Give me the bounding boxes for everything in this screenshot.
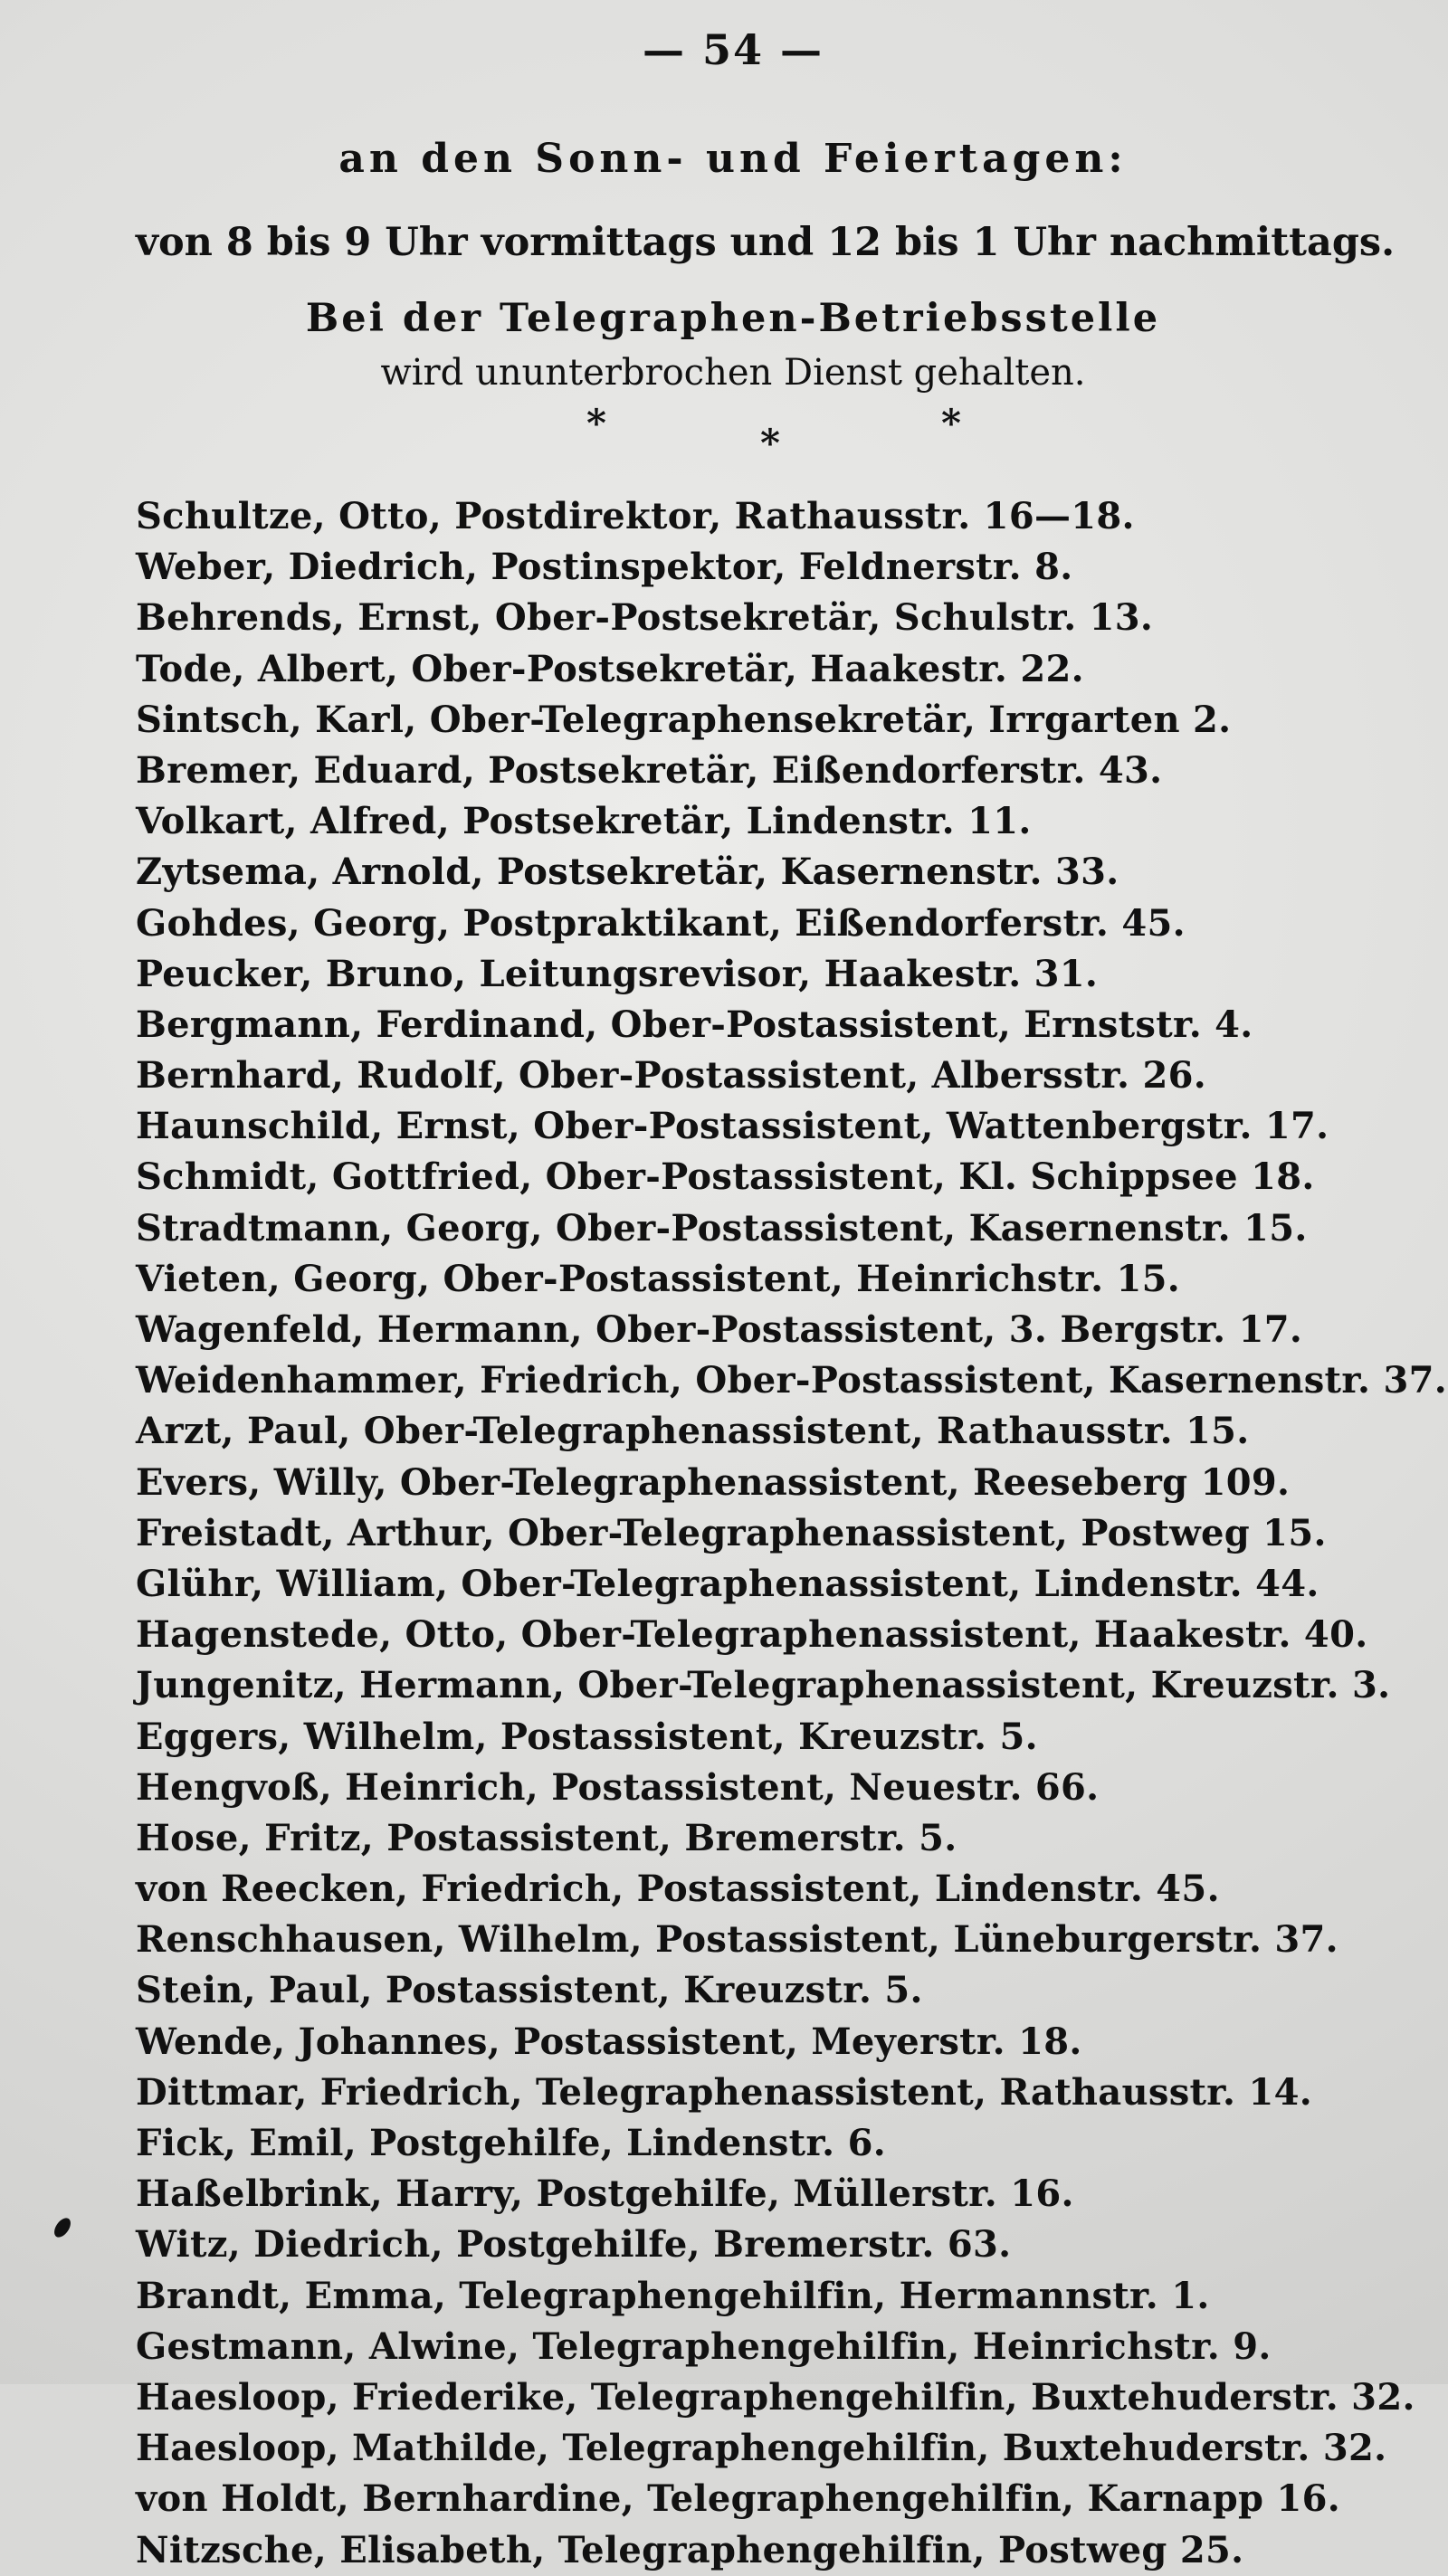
list-item: Schmidt, Gottfried, Ober-Postassistent, Kl. Schippsee 18. [136,1155,1315,1199]
list-item: von Holdt, Bernhardine, Telegraphengehilfin, Karnapp 16. [136,2477,1340,2521]
list-item: Sintsch, Karl, Ober-Telegraphensekretär, Irrgarten 2. [136,698,1232,741]
list-item: Peucker, Bruno, Leitungsrevisor, Haakestr. 31. [136,952,1099,995]
heading-hours: von 8 bis 9 Uhr vormittags und 12 bis 1 Uhr nachmittags. [136,220,1396,265]
list-item: Haesloop, Friederike, Telegraphengehilfin, Buxtehuderstr. 32. [136,2375,1415,2419]
list-item: Schultze, Otto, Postdirektor, Rathausstr. 16—18. [136,495,1135,537]
list-item: Stein, Paul, Postassistent, Kreuzstr. 5. [136,1969,923,2012]
heading-continuous-service: wird ununterbrochen Dienst gehalten. [380,352,1086,394]
ink-speck [51,2215,73,2240]
list-item: Bremer, Eduard, Postsekretär, Eißendorferstr. 43. [136,748,1163,792]
list-item: Arzt, Paul, Ober-Telegraphenassistent, Rathausstr. 15. [136,1410,1250,1453]
list-item: Dittmar, Friedrich, Telegraphenassistent, Rathausstr. 14. [136,2070,1312,2114]
asterisk: * [941,401,961,445]
asterism-divider [136,401,1330,473]
staff-list [136,491,1447,2576]
list-item: Fick, Emil, Postgehilfe, Lindenstr. 6. [136,2122,886,2164]
list-item: Wagenfeld, Hermann, Ober-Postassistent, 3. Bergstr. 17. [136,1308,1303,1351]
list-item: Behrends, Ernst, Ober-Postsekretär, Schulstr. 13. [136,596,1154,640]
list-item: Hose, Fritz, Postassistent, Bremerstr. 5. [136,1816,957,1859]
list-item: Witz, Diedrich, Postgehilfe, Bremerstr. 63. [136,2223,1012,2267]
asterisk: * [586,401,606,445]
list-item: Bergmann, Ferdinand, Ober-Postassistent, Ernststr. 4. [136,1003,1253,1046]
list-item: Tode, Albert, Ober-Postsekretär, Haakestr. 22. [136,647,1084,690]
list-item: Jungenitz, Hermann, Ober-Telegraphenassistent, Kreuzstr. 3. [136,1664,1391,1707]
list-item: Nitzsche, Elisabeth, Telegraphengehilfin, Postweg 25. [136,2528,1244,2571]
list-item: Gohdes, Georg, Postpraktikant, Eißendorferstr. 45. [136,901,1186,945]
list-item: Zytsema, Arnold, Postsekretär, Kasernenstr. 33. [136,851,1119,894]
heading-sundays-holidays: an den Sonn- und Feiertagen: [338,136,1128,182]
page-number: — 54 — [642,25,824,74]
list-item: Bernhard, Rudolf, Ober-Postassistent, Albersstr. 26. [136,1054,1206,1098]
list-item: Evers, Willy, Ober-Telegraphenassistent, Reeseberg 109. [136,1460,1291,1504]
list-item: von Reecken, Friedrich, Postassistent, Lindenstr. 45. [136,1868,1220,1911]
list-item: Hagenstede, Otto, Ober-Telegraphenassistent, Haakestr. 40. [136,1613,1368,1657]
page-content [136,25,1447,2576]
list-item: Eggers, Wilhelm, Postassistent, Kreuzstr. 5. [136,1715,1038,1758]
list-item: Freistadt, Arthur, Ober-Telegraphenassistent, Postweg 15. [136,1511,1327,1554]
list-item: Wende, Johannes, Postassistent, Meyerstr. 18. [136,2020,1082,2063]
heading-telegraph-office: Bei der Telegraphen-Betriebsstelle [305,296,1161,341]
list-item: Volkart, Alfred, Postsekretär, Lindenstr. 11. [136,800,1032,843]
list-item: Gestmann, Alwine, Telegraphengehilfin, Heinrichstr. 9. [136,2324,1272,2368]
list-item: Hengvoß, Heinrich, Postassistent, Neuestr. 66. [136,1765,1100,1809]
list-item: Weber, Diedrich, Postinspektor, Feldnerstr. 8. [136,546,1073,589]
list-item: Brandt, Emma, Telegraphengehilfin, Hermannstr. 1. [136,2274,1210,2317]
list-item: Weidenhammer, Friedrich, Ober-Postassistent, Kasernenstr. 37. [136,1359,1447,1402]
list-item: Haßelbrink, Harry, Postgehilfe, Müllerstr. 16. [136,2172,1074,2216]
list-item: Vieten, Georg, Ober-Postassistent, Heinrichstr. 15. [136,1257,1181,1300]
list-item: Haesloop, Mathilde, Telegraphengehilfin, Buxtehuderstr. 32. [136,2427,1387,2470]
asterisk: * [760,421,780,465]
list-item: Stradtmann, Georg, Ober-Postassistent, Kasernenstr. 15. [136,1206,1308,1250]
list-item: Renschhausen, Wilhelm, Postassistent, Lüneburgerstr. 37. [136,1918,1338,1962]
list-item: Glühr, William, Ober-Telegraphenassistent, Lindenstr. 44. [136,1562,1319,1605]
list-item: Haunschild, Ernst, Ober-Postassistent, Wattenbergstr. 17. [136,1105,1329,1148]
